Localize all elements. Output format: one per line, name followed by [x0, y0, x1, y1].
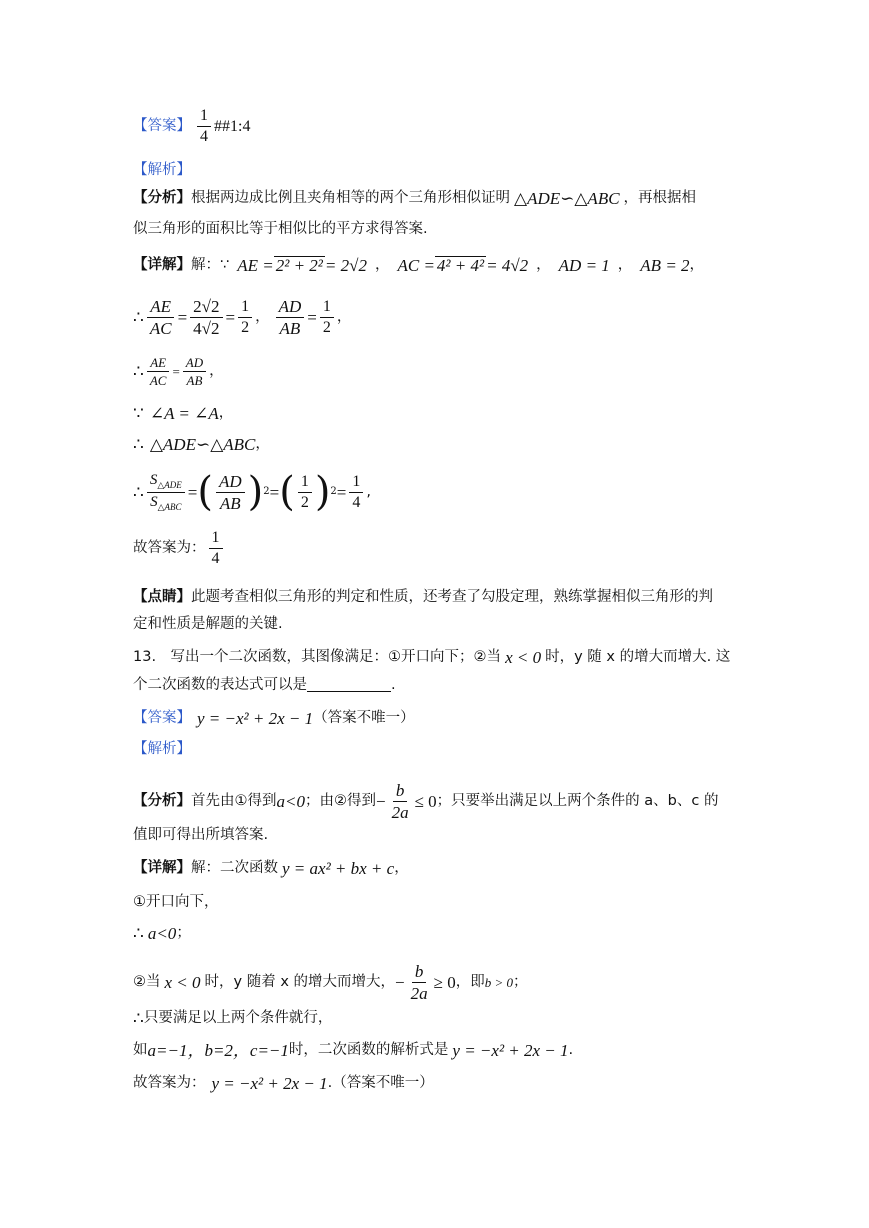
q13-fenxi-line1: 【分析】 首先由①得到 a<0 ；由②得到 − $\frac{b}{2a}$ ≤ 0 ；只要举出满足以上两个条件的 a、b、c 的 — [133, 781, 719, 822]
q13-fenxi-line2: 值即可得出所填答案. — [133, 827, 269, 843]
answer-alt: ##1:4 — [214, 117, 251, 135]
answer-tag: 【答案】 — [133, 118, 191, 135]
fenxi-line1: 【分析】 根据两边成比例且夹角相等的两个三角形相似证明 △ADE∽△ABC ，再根据相 — [133, 189, 697, 208]
q13-cond1: ①开口向下， — [133, 894, 219, 910]
final-answer-q12: 故答案为： $\frac{1}{4}$ — [133, 530, 226, 567]
analysis-heading: 【解析】 — [133, 162, 191, 178]
q13-xiangjie-line1: 【详解】 解：二次函数 y = ax² + bx + c ， — [133, 859, 409, 878]
step-equal-ratio: ∴ $\frac{AE}{AC}$ = $\frac{AD}{AB}$ ， — [133, 355, 224, 388]
xiangjie-line1: 【详解】 解：∵ AE = 2² + 2² = 2√2 ， AC = 4² + 4² = 4√2 ， AD = 1 ， AB = 2 ， — [133, 255, 705, 275]
step-similar: ∴ △ADE∽△ABC ， — [133, 435, 270, 454]
q13-cond1-result: ∴ a<0 ； — [133, 924, 191, 943]
step-ratio-line: ∴ $\frac{AE}{AC}$ = $\frac{2√2}{4√2}$ = $\frac{1}{2}$ ， $\frac{AD}{AB}$ = $\frac{1}{2}$ ， — [133, 297, 352, 338]
q13-cond2: ②当 x < 0 时，y 随着 x 的增大而增大， − $\frac{b}{2a}$ ≥ 0 ，即 b > 0 ； — [133, 962, 528, 1003]
answer-blank — [307, 679, 391, 692]
q13-text-line2: 个二次函数的表达式可以是 . — [133, 677, 396, 693]
dianjing-line1: 【点睛】 此题考查相似三角形的判定和性质，还考查了勾股定理，熟练掌握相似三角形的判 — [133, 589, 713, 605]
answer-line-q13: 【答案】 y = −x² + 2x − 1 （答案不唯一） — [133, 709, 415, 728]
final-answer-q13: 故答案为： y = −x² + 2x − 1 .（答案不唯一） — [133, 1074, 434, 1093]
q13-summary: ∴ 只要满足以上两个条件就行， — [133, 1009, 333, 1028]
analysis-heading-q13: 【解析】 — [133, 741, 191, 757]
q13-example: 如 a=−1，b=2，c=−1 时，二次函数的解析式是 y = −x² + 2x − 1 . — [133, 1041, 574, 1060]
answer-line-q12 — [133, 108, 250, 145]
step-area-ratio: ∴ $\frac{S_{\triangle ADE}}{S_{\triangle ABC}}$ = ( $\frac{AD}{AB}$ ) 2 = ( $\frac{1}{2}$ ) 2 = $\frac{1}{4}$ , — [133, 469, 371, 515]
step-angle: ∵ ∠A = ∠A ， — [133, 404, 234, 423]
answer-fraction: $\frac{1}{4}$ — [197, 108, 211, 145]
dianjing-line2: 定和性质是解题的关键. — [133, 616, 283, 632]
q13-text-line1: 13. 写出一个二次函数，其图像满足：①开口向下；②当 x < 0 时，y 随 x 的增大而增大. 这 — [133, 648, 731, 667]
fenxi-line2: 似三角形的面积比等于相似比的平方求得答案. — [133, 221, 428, 237]
